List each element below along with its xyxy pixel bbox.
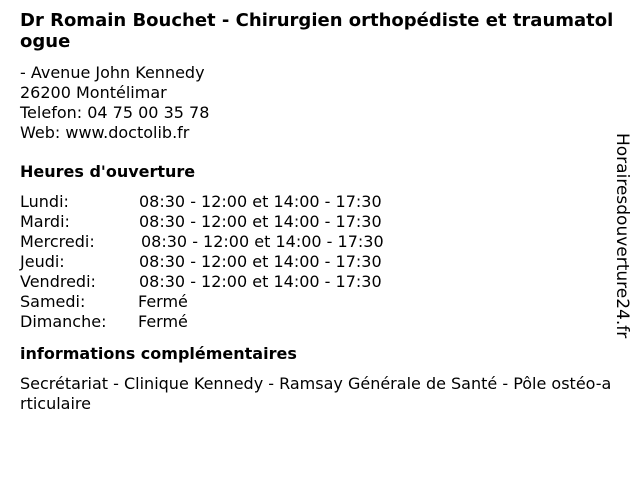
time-range: 08:30 - 12:00 et 14:00 - 17:30 — [139, 192, 382, 211]
address-city: 26200 Montélimar — [20, 83, 167, 102]
hours-row-saturday — [20, 292, 615, 312]
time-range: 08:30 - 12:00 et 14:00 - 17:30 — [141, 232, 384, 251]
hours-row-wednesday — [20, 232, 615, 252]
contact-block — [20, 63, 615, 143]
business-card — [20, 10, 615, 414]
opening-hours-table — [20, 192, 615, 332]
address-street: - Avenue John Kennedy — [20, 63, 205, 82]
hours-row-tuesday — [20, 212, 615, 232]
additional-info-text: Secrétariat - Clinique Kennedy - Ramsay Générale de Santé - Pôle ostéo-articulaire — [20, 374, 612, 413]
website: Web: www.doctolib.fr — [20, 123, 190, 142]
time-range: 08:30 - 12:00 et 14:00 - 17:30 — [139, 212, 382, 231]
watermark-text: Horairesdouverture24.fr — [612, 133, 632, 339]
day-label: Dimanche: — [20, 312, 107, 331]
day-label: Mardi: — [20, 212, 70, 231]
site-watermark — [612, 133, 634, 343]
day-label: Vendredi: — [20, 272, 96, 291]
time-range: 08:30 - 12:00 et 14:00 - 17:30 — [139, 252, 382, 271]
hours-row-sunday — [20, 312, 615, 332]
opening-hours-heading: Heures d'ouverture — [20, 162, 196, 181]
day-label: Mercredi: — [20, 232, 95, 251]
business-name: Dr Romain Bouchet - Chirurgien orthopédiste et traumatologue — [20, 10, 614, 52]
day-label: Lundi: — [20, 192, 69, 211]
additional-info-heading: informations complémentaires — [20, 344, 297, 363]
hours-row-friday — [20, 272, 615, 292]
day-label: Jeudi: — [20, 252, 65, 271]
hours-row-monday — [20, 192, 615, 212]
day-label: Samedi: — [20, 292, 86, 311]
time-range: 08:30 - 12:00 et 14:00 - 17:30 — [139, 272, 382, 291]
phone-number: Telefon: 04 75 00 35 78 — [20, 103, 210, 122]
time-range: Fermé — [138, 292, 188, 311]
hours-row-thursday — [20, 252, 615, 272]
time-range: Fermé — [138, 312, 188, 331]
